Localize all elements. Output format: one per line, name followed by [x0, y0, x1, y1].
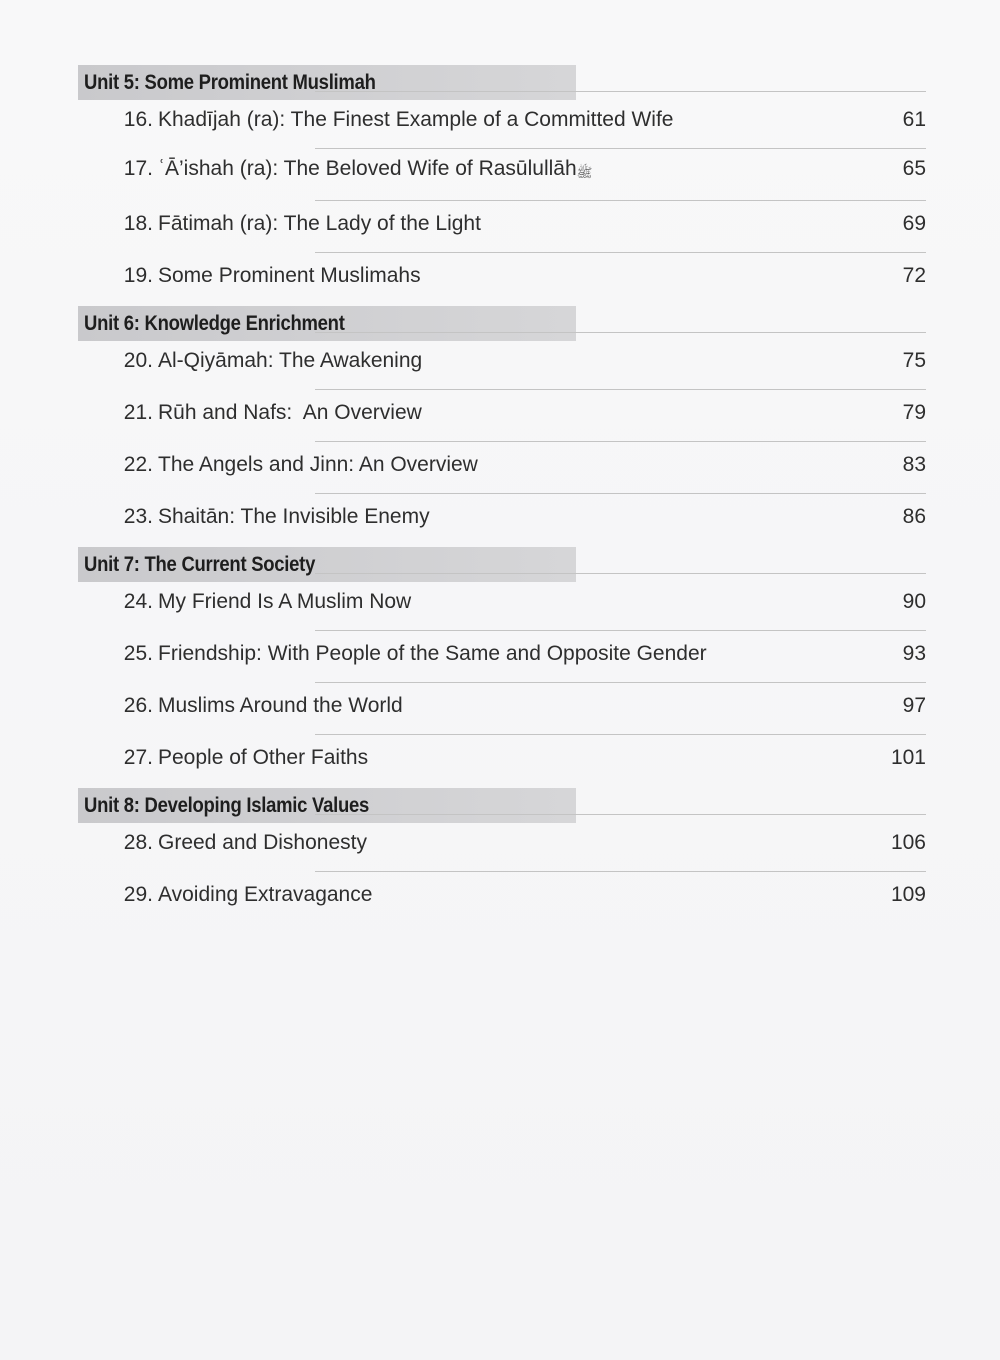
- toc-entry[interactable]: [78, 726, 928, 778]
- entry-number: 25.: [123, 642, 153, 665]
- toc-entry[interactable]: [78, 100, 928, 140]
- entry-rule: [315, 200, 926, 201]
- entry-list: [78, 341, 928, 537]
- entry-title: Some Prominent Muslimahs: [158, 264, 421, 287]
- entry-title: Al-Qiyāmah: The Awakening: [158, 349, 423, 372]
- entry-title: The Angels and Jinn: An Overview: [158, 453, 478, 476]
- entry-rule: [315, 734, 926, 735]
- entry-title: ʿĀ’ishah (ra): The Beloved Wife of Rasūlullāh: [158, 157, 577, 180]
- toc-entry[interactable]: [78, 433, 928, 485]
- entry-page-number: 101: [890, 746, 926, 769]
- entry-number: 18.: [123, 212, 153, 235]
- toc-entry[interactable]: [78, 192, 928, 244]
- entry-rule: [315, 252, 926, 253]
- entry-number: 27.: [123, 746, 153, 769]
- unit-header: [78, 65, 576, 100]
- entry-page-number: 79: [902, 401, 926, 424]
- entry-title-wrap: [158, 157, 866, 184]
- table-of-contents: [78, 65, 928, 915]
- entry-number: 29.: [123, 883, 153, 906]
- entry-rule: [315, 573, 926, 574]
- entry-list: [78, 582, 928, 778]
- unit-5-section: [78, 65, 928, 296]
- entry-number: 22.: [123, 453, 153, 476]
- unit-header: [78, 306, 576, 341]
- entry-title: Muslims Around the World: [158, 694, 403, 717]
- entry-rule: [315, 332, 926, 333]
- toc-entry[interactable]: [78, 674, 928, 726]
- entry-number: 19.: [123, 264, 153, 287]
- entry-title: Greed and Dishonesty: [158, 831, 367, 854]
- unit-6-section: [78, 306, 928, 537]
- unit-title: Unit 7: The Current Society: [84, 552, 316, 576]
- entry-title: My Friend Is A Muslim Now: [158, 590, 412, 613]
- honorific-symbol: ﷺ: [576, 165, 593, 180]
- entry-page-number: 86: [902, 505, 926, 528]
- unit-title: Unit 8: Developing Islamic Values: [84, 793, 370, 817]
- unit-8-section: [78, 788, 928, 915]
- entry-title: People of Other Faiths: [158, 746, 369, 769]
- unit-header: [78, 788, 576, 823]
- toc-entry[interactable]: [78, 863, 928, 915]
- entry-list: [78, 100, 928, 296]
- toc-entry[interactable]: [78, 244, 928, 296]
- entry-number: 20.: [123, 349, 153, 372]
- entry-number: 26.: [123, 694, 153, 717]
- entry-list: [78, 823, 928, 915]
- entry-page-number: 61: [902, 108, 926, 131]
- entry-page-number: 109: [890, 883, 926, 906]
- entry-title: Khadījah (ra): The Finest Example of a Committed Wife: [158, 108, 674, 131]
- entry-rule: [315, 148, 926, 149]
- entry-title: Shaitān: The Invisible Enemy: [158, 505, 430, 528]
- entry-number: 16.: [123, 108, 153, 131]
- entry-title: Rūh and Nafs: An Overview: [158, 401, 422, 424]
- unit-7-section: [78, 547, 928, 778]
- entry-page-number: 72: [902, 264, 926, 287]
- entry-title: Friendship: With People of the Same and Opposite Gender: [158, 642, 707, 665]
- entry-page-number: 83: [902, 453, 926, 476]
- toc-entry[interactable]: [78, 341, 928, 381]
- toc-entry[interactable]: [78, 485, 928, 537]
- entry-rule: [315, 91, 926, 92]
- entry-rule: [315, 682, 926, 683]
- entry-rule: [315, 871, 926, 872]
- entry-number: 17.: [123, 157, 153, 180]
- toc-entry[interactable]: [78, 622, 928, 674]
- unit-header: [78, 547, 576, 582]
- entry-number: 24.: [123, 590, 153, 613]
- entry-number: 28.: [123, 831, 153, 854]
- toc-entry[interactable]: [78, 582, 928, 622]
- entry-rule: [315, 389, 926, 390]
- entry-rule: [315, 630, 926, 631]
- entry-rule: [315, 814, 926, 815]
- entry-title: Fātimah (ra): The Lady of the Light: [158, 212, 481, 235]
- unit-title: Unit 6: Knowledge Enrichment: [84, 311, 345, 335]
- entry-rule: [315, 441, 926, 442]
- entry-rule: [315, 493, 926, 494]
- entry-number: 23.: [123, 505, 153, 528]
- entry-page-number: 106: [890, 831, 926, 854]
- unit-title: Unit 5: Some Prominent Muslimah: [84, 70, 376, 94]
- entry-page-number: 97: [902, 694, 926, 717]
- entry-number: 21.: [123, 401, 153, 424]
- entry-page-number: 93: [902, 642, 926, 665]
- entry-page-number: 69: [902, 212, 926, 235]
- entry-page-number: 75: [902, 349, 926, 372]
- toc-entry[interactable]: [78, 381, 928, 433]
- toc-entry[interactable]: [78, 140, 928, 192]
- entry-page-number: 65: [902, 157, 926, 180]
- entry-title: Avoiding Extravagance: [158, 883, 373, 906]
- entry-page-number: 90: [902, 590, 926, 613]
- toc-entry[interactable]: [78, 823, 928, 863]
